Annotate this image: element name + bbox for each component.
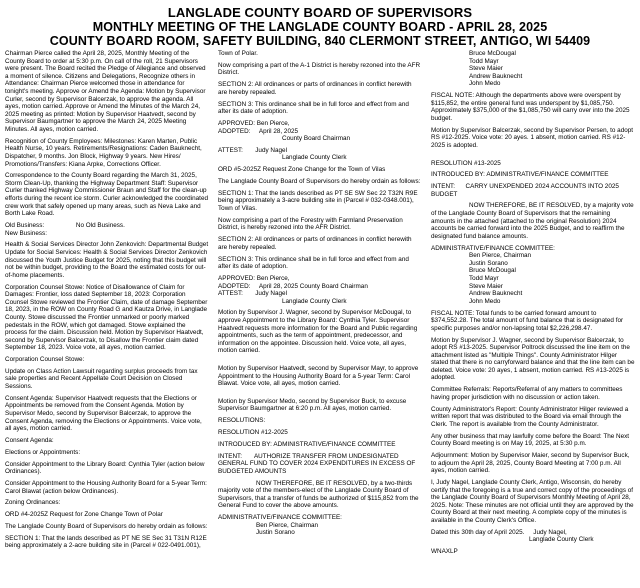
header-location: COUNTY BOARD ROOM, SAFETY BUILDING, 840 CLERMONT STREET, ANTIGO, WI 54409 [49,34,591,48]
committee-13-member-mcdougal: Bruce McDougal [469,267,516,275]
committee-13-member-pierce: Ben Pierce, Chairman [469,252,532,260]
committee-member-maier: Steve Maier [469,65,503,73]
column-3 [431,50,635,556]
resolutions-heading: RESOLUTIONS: [218,417,266,425]
other-business-paragraph: Any other business that may lawfully come before the Board: The Next County Board meeting is on May 19, 2025, at 5:30 p.m. [431,432,630,448]
ord-4-ordain: The Langlade County Board of Supervisors do hereby ordain as follows: [5,522,208,530]
resolution-12-resolved: NOW THEREFORE, BE IT RESOLVED, by a two-thirds majority vote of the members-elect of the Langlade County Board of Supervisors, that a transfer of funds be authorized of $115,852 from the General Fund to cover the above amounts. [218,479,419,510]
notice-header [5,6,635,48]
library-board-item: Consider Appointment to the Library Board: Cynthia Tyler (action below Ordinances). [5,460,205,476]
clerk-certification-paragraph: I, Judy Nagel, Langlade County Clerk, Antigo, Wisconsin, do hereby certify that the foregoing is a true and correct copy of the proceedings of the Langlade County Board of Supervisors Monthly Meeting of April 28, 2025. Note: These minutes are not official until they are approved by the County Board at their next meeting. A complete copy of the minutes is available in the County Clerk's Office. [431,478,634,524]
old-business-line: Old Business: No Old Business. [5,222,125,230]
resolution-12-introduced: INTRODUCED BY: ADMINISTRATIVE/FINANCE COMMITTEE [218,440,396,448]
committee-13-member-sorano: Justin Sorano [469,259,508,267]
frontier-claim-paragraph: Corporation Counsel Stowe: Notice of Disallowance of Claim for Damages: Frontier, loss dated September 18, 2023: Corporation Counsel Stowe reviewed the Frontier Claim, date of damage September 18, 2023, in the ROW on County Road G and Kautza Drive, in Langlade County. Stowe discussed the Frontier unmarked or poorly marked pedestals in the ROW, which got damaged. Stowe explained the process for the claim. Discussion held. Motion by Supervisor Haatvedt, second by Supervisor Balcerzak, to Disallow the Frontier claim dated September 18, 2023. Voice vote, all ayes, motion carried. [5,283,208,352]
zoning-heading: Zoning Ordinances: [5,499,61,507]
header-meeting-title: MONTHLY MEETING OF THE LANGLADE COUNTY BOARD - APRIL 28, 2025 [92,20,548,34]
new-business-heading: New Business: [5,229,47,237]
resolution-12-fiscal-note: FISCAL NOTE: Although the departments above were overspent by $115,852, the entire general fund was underspent by $1,085,750. Approximately $375,000 of the $1,085,750 will carry over into the 2025 budget. [431,92,630,122]
committee-referrals-paragraph: Committee Referrals: Reports/Referral of any matters to committees having proper jurisdiction with no discussion or action taken. [431,386,623,401]
committee-member-mayr: Todd Mayr [469,57,499,65]
committee-member-bauknecht: Andrew Bauknecht [469,72,523,80]
ord-5-section-3: SECTION 3: This ordinance shall be in full force and effect from and after its date of adoption. [218,255,409,271]
committee-member-medo: John Medo [469,80,501,88]
corporation-counsel-heading: Corporation Counsel Stowe: [5,356,85,364]
ord-5-section-2: SECTION 2: All ordinances or parts of ordinances in conflict herewith are hereby repealed. [218,236,412,251]
committee-13-member-maier: Steve Maier [469,282,503,290]
dated-signature-line: Dated this 30th day of April 2025. Judy Nagel, [431,528,567,536]
consent-agenda-heading: Consent Agenda: [5,437,54,444]
resolution-12-motion: Motion by Supervisor Balcerzak, second by Supervisor Persen, to adopt RS #12-2025. Voice vote: 20 ayes. 1 absent, motion carried. RS #12-2025 is adopted. [431,126,634,149]
resolution-13-fiscal-note: FISCAL NOTE: Total funds to be carried forward amount to $374,552.28. The total amount of fund balance that is designated for specific purposes and/or non-lapsing total $2,226,298.47. [431,309,624,332]
elections-heading: Elections or Appointments: [5,448,81,456]
ord-4-chairman-title: County Board Chairman [282,135,351,143]
resolution-13-resolved: NOW THEREFORE, BE IT RESOLVED, by a majority vote of the Langlade County Board of Supervisors that the remaining amounts in the attached (attached to the original Resolution) 2024 accounts be carried forward into the 2025 Budget, and to reaffirm the designated fund balance amounts. [431,202,634,240]
ord-5-adopted: ADOPTED: April 28, 2025 County Board Chairman [218,282,368,290]
ord-5-title: ORD #5-2025Z Request Zone Change for the Town of Vilas [218,166,386,174]
resolution-13-motion: Motion by Supervisor J. Wagner, second by Supervisor Balcerzak, to adopt RS #13-2025. Supervisor Poltrock discussed the line item on the attachment listed as "Multiple Things". County Administrator Hilger stated that there is no carryforward balance and that the line item can be deleted. Voice vote: 20 ayes, 1 absent, motion carried. RS #13-2025 is adopted. [431,336,635,382]
ord-5-attest: ATTEST: Judy Nagel [218,290,287,298]
library-appointment-motion: Motion by Supervisor J. Wagner, second by Supervisor McDougal, to approve Appointment to the Library Board: Cynthia Tyler. Supervisor Haatvedt requests more information for the Board and Public regarding appointments, such as the term of appointment, predecessor, and information on the appointee. Discussion held. Voice vote, all ayes, motion carried. [218,309,418,355]
ord-5-approved: APPROVED: Ben Pierce, [218,274,290,282]
committee-member-pierce: Ben Pierce, Chairman [256,521,319,529]
committee-member-sorano: Justin Sorano [256,529,295,537]
resolution-12-committee-heading: ADMINISTRATIVE/FINANCE COMMITTEE: [218,514,342,522]
administrator-report-paragraph: County Administrator's Report: County Administrator Hilger reviewed a written report that was distributed to the Board via email through the Clerk. The report is available from the County Administrator. [431,405,629,428]
correspondence-paragraph: Correspondence to the County Board regarding the March 31, 2025, Storm Clean-Up, thanking the Highway Department Staff: Supervisor Curler thanked Highway Commissioner Braun and Staff for the clean-up efforts during the recent ice storm. Curler acknowledged the coordinated crew work that safely opened up many areas, such as Neva Lake and Borth Lake Road. [5,172,208,218]
resolution-13-introduced: INTRODUCED BY: ADMINISTRATIVE/FINANCE COMMITTEE [431,171,609,179]
ord-5-clerk-title: Langlade County Clerk [282,297,347,305]
consent-agenda-paragraph: Consent Agenda: Supervisor Haatvedt requests that the Elections or Appointments be removed from the Consent Agenda. Motion by Supervisor Medo, second by Supervisor Balcerzak, to approve the Consent Agenda, removing the Elections or Appointments. Voice vote, all ayes, motion carried. [5,394,202,433]
lawsuit-update-paragraph: Update on Class Action Lawsuit regarding surplus proceeds from tax sale properties and Recent Appellate Court Decision on Closed Sessions. [5,367,198,391]
excuse-supervisor-motion: Motion by Supervisor Medo, second by Supervisor Buck, to excuse Supervisor Baumgartner at 6:20 p.m. All ayes, motion carried. [218,397,407,413]
resolution-12-intent: INTENT: AUTHORIZE TRANSFER FROM UNDESIGNATED GENERAL FUND TO COVER 2024 EXPENDITURES IN EXCESS OF BUDGETED AMOUNTS [218,452,418,475]
call-to-order-paragraph: Chairman Pierce called the April 28, 2025, Monthly Meeting of the County Board to order at 5:30 p.m. On call of the roll, 21 Supervisors were present. The Board recited the Pledge of Allegiance and observed a moment of silence. Citizens and Delegations, Recognize others in Attendance: Chairman Pierce welcomed those in attendance for tonight's meeting. Approve or Amend the Agenda: Motion by Supervisor Curler, second by Supervisor Balcerzak, to approve the agenda. All ayes, motion carried. Approve or Amend the Minutes of the March 24, 2025 meeting as printed: Motion by Supervisor Haatvedt, second by Supervisor Baumgartner to approve the March 24, 2025 Meeting Minutes. All ayes, motion carried. [5,50,206,133]
ord-5-rezoned: Now comprising a part of the Forestry with Farmland Preservation District, is hereby rezoned into the AFR District. [218,216,403,232]
ord-4-approved: APPROVED: Ben Pierce, [218,119,290,127]
ord-4-section-3: SECTION 3: This ordinance shall be in full force and effect from and after its date of adoption. [218,100,409,116]
committee-13-member-medo: John Medo [469,297,501,305]
ord-4-adopted: ADOPTED: April 28, 2025 [218,127,299,135]
health-services-paragraph: Health & Social Services Director John Zenkovich: Departmental Budget Update for Social Services: Health & Social Services Director Zenkovich discussed the Youth Justice Budget for 2025, noting that this budget will not be within budget, providing to the Board the estimated costs for out-of-home placements. [5,241,209,279]
resolution-13-title: RESOLUTION #13-2025 [431,159,501,167]
column-2 [218,50,422,556]
housing-appointment-motion: Motion by Supervisor Haatvedt, second by Supervisor Mayr, to approve Appointment to the Housing Authority Board for a 5-year Term: Carol Blawat. Voice vote, all ayes, motion carried. [218,365,419,388]
committee-13-member-bauknecht: Andrew Bauknecht [469,290,523,298]
committee-13-member-mayr: Todd Mayr [469,274,499,282]
resolution-13-intent: INTENT: CARRY UNEXPENDED 2024 ACCOUNTS INTO 2025 BUDGET [431,183,621,198]
ord-4-rezoned: Now comprising a part of the A-1 District is hereby rezoned into the AFR District. [218,61,421,77]
ord-4-clerk-title: Langlade County Clerk [282,154,347,162]
resolution-12-title: RESOLUTION #12-2025 [218,428,288,436]
column-1 [5,50,209,556]
adjournment-paragraph: Adjournment: Motion by Supervisor Maier, second by Supervisor Buck, to adjourn the April 28, 2025, County Board Meeting at 7:00 p.m. All ayes, motion carried. [431,451,630,475]
ord-4-attest: ATTEST: Judy Nagel [218,146,287,154]
ord-4-section-1: SECTION 1: That the lands described as PT NE SE Sec 31 T31N R12E being approximately a 2-acre building site in (Parcel # 022-0491.001), [5,534,207,550]
header-board-name: LANGLADE COUNTY BOARD OF SUPERVISORS [167,5,473,20]
ord-5-section-1: SECTION 1: That the lands described as PT SE SW Sec 22 T32N R9E being approximately a 3-acre building site in (Parcel # 032-0348.001), Town of Vilas. [218,189,418,212]
recognition-paragraph: Recognition of County Employees: Milestones: Karen Marten, Public Health Nurse, 10 years. Retirements/Resignations: Caden Bauknecht, Dispatcher, 9 months. Jon Block, Highway 9 years. New Hires/ Promotions/Transfers: Kiana Arpke, Corrections Officer. [5,137,202,168]
ord-5-ordain: The Langlade County Board of Supervisors do hereby ordain as follows: [218,178,421,186]
minutes-columns [5,50,635,556]
committee-member-mcdougal: Bruce McDougal [469,50,516,57]
publication-code: WNAXLP [431,548,458,556]
resolution-13-committee-heading: ADMINISTRATIVE/FINANCE COMMITTEE: [431,244,555,252]
ord-4-section-2: SECTION 2: All ordinances or parts of ordinances in conflict herewith are hereby repealed. [218,81,412,96]
ord-4-town: Town of Polar. [218,50,258,57]
clerk-signature-title: Langlade County Clerk [529,536,594,544]
ord-4-title: ORD #4-2025Z Request for Zone Change Town of Polar [5,511,163,519]
housing-board-item: Consider Appointment to the Housing Authority Board for a 5-year Term: Carol Blawat (action below Ordinances). [5,479,207,495]
